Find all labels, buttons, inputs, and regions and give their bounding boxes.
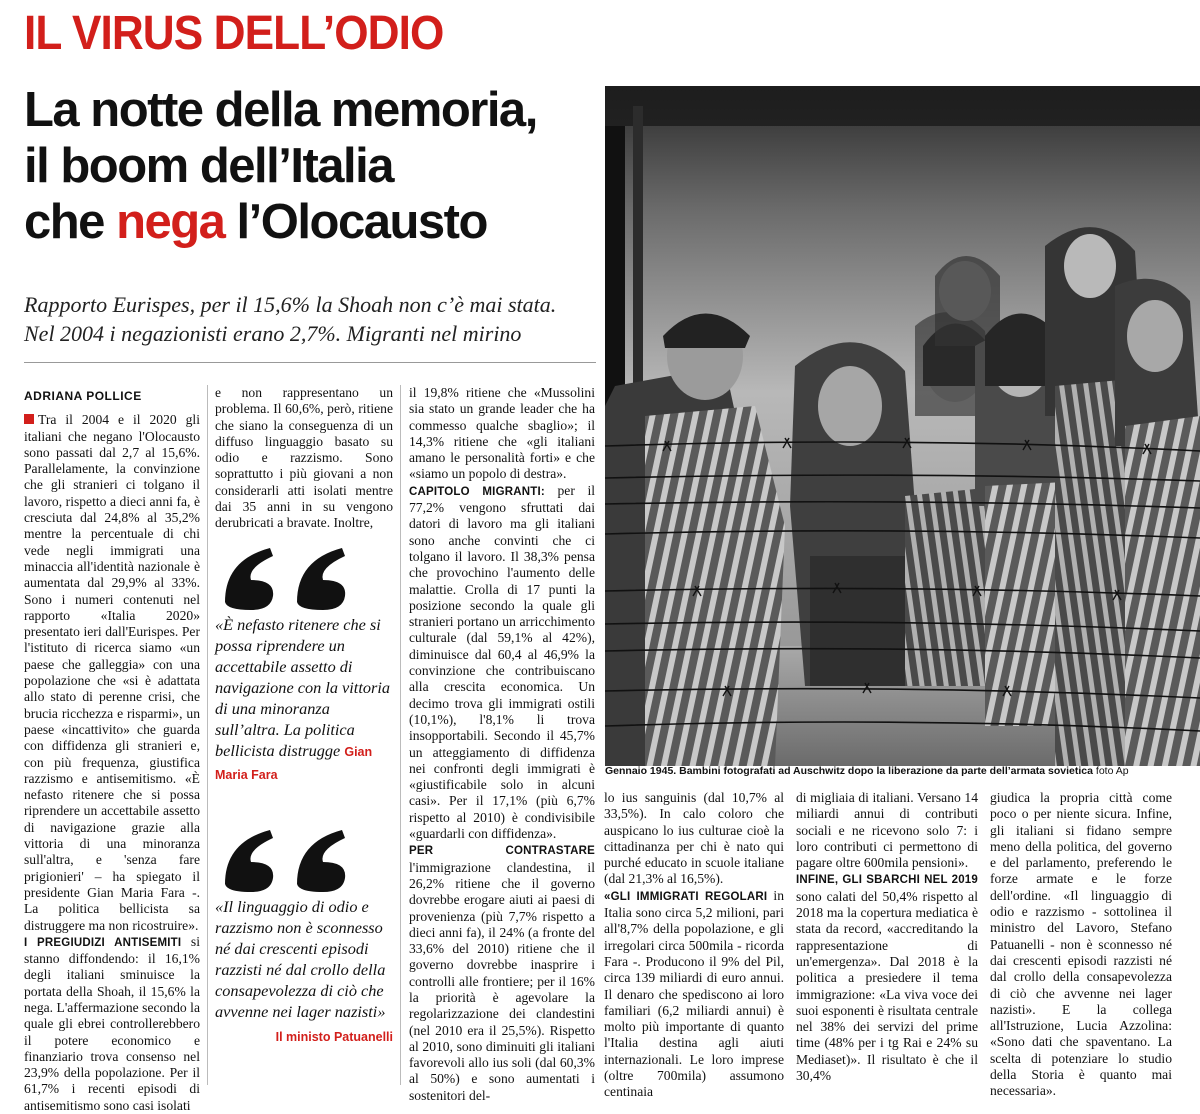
headline-line-3-post: l’Olocausto — [224, 195, 487, 249]
headline-line-2: il boom dell’Italia — [24, 139, 394, 193]
column-divider — [207, 385, 208, 1085]
article-column-5 — [796, 790, 978, 1084]
section-lead: INFINE, GLI SBARCHI NEL 2019 — [796, 874, 978, 887]
article-column-3 — [409, 385, 595, 1104]
article-paragraph: lo ius sanguinis (dal 10,7% al 33,5%). In calo coloro che auspicano lo ius culturae cioè la cittadinanza per chi è nato qui purché educato in scuole italiane (dal 21,3% al 16,5%). — [604, 790, 784, 887]
subheadline-line-1: Rapporto Eurispes, per il 15,6% la Shoah non c’è mai stata. — [24, 292, 557, 317]
column-divider — [400, 385, 401, 1085]
news-photo — [605, 86, 1200, 766]
kicker-title: IL VIRUS DELL’ODIO — [24, 7, 444, 60]
headline-line-3 — [24, 194, 604, 250]
pull-quote-1 — [215, 540, 393, 786]
article-paragraph — [409, 483, 595, 843]
article-paragraph-text: in Italia sono circa 5,2 milioni, pari all'8,7% della popolazione, e gli irregolari circa 500mila - ricorda Fara -. Producono il 9% del Pil, circa 139 miliardi di euro annui. Il denaro che spediscono ai loro familiari (6,2 miliardi annui) è molto più importante di quanto l'Italia destina agli aiuti internazionali. Le loro imprese (oltre 700mila) assumono centinaia — [604, 887, 784, 1100]
article-paragraph — [409, 842, 595, 1104]
byline: ADRIANA POLLICE — [24, 389, 142, 403]
section-lead: I PREGIUDIZI ANTISEMITI — [24, 936, 182, 949]
headline-line-3-pre: che — [24, 195, 117, 249]
quote-mark-icon — [215, 822, 365, 892]
headline-line-1: La notte della memoria, — [24, 83, 537, 137]
lead-marker-icon — [24, 414, 34, 424]
article-paragraph: il 19,8% ritiene che «Mussolini sia stato un grande leader che ha commesso qualche sbaglio»; il 14,3% ritiene che «gli italiani amano le personalità forti» e che «siamo un popolo di destra». — [409, 385, 595, 482]
pull-quote-author: Gian Maria Fara — [215, 745, 373, 782]
pull-quote-body: «È nefasto ritenere che si possa riprendere un accettabile assetto di navigazione con la vittoria di una minoranza sull’altra. La politica bellicista distrugge — [215, 615, 390, 760]
section-lead: PER CONTRASTARE — [409, 845, 595, 858]
pull-quote-text: «Il linguaggio di odio e razzismo non è sconnesso né dai crescenti episodi razzisti né dal crollo della consapevolezza di ciò che avvenne nei lager nazisti» — [215, 897, 386, 1021]
article-column-4 — [604, 790, 784, 1101]
photo-credit: foto Ap — [1092, 765, 1129, 777]
article-column-1 — [24, 388, 200, 1114]
pull-quote-author: Il ministo Patuanelli — [275, 1030, 393, 1044]
article-column-2 — [215, 385, 393, 532]
article-paragraph — [24, 934, 200, 1114]
article-paragraph: giudica la propria città come poco o per niente sicura. Infine, gli italiani si fidano sempre meno della politica, del governo e del parlamento, preferendo le forze armate e le forze dell'ordine. «Il linguaggio di odio e razzismo - sottolinea il ministro del Lavoro, Stefano Patuanelli - non è sconnesso né dai crescenti episodi razzisti né dal crollo della consapevolezza di ciò che avvenne nei lager nazisti». E la collega all'Istruzione, Lucia Azzolina: «Sono dati che spaventano. La scelta di potenziare lo studio della Storia è quanto mai necessaria». — [990, 790, 1172, 1099]
pull-quote-2 — [215, 822, 393, 1044]
article-paragraph: e non rappresentano un problema. Il 60,6%, però, ritiene che siano la conseguenza di un diffuso linguaggio basato su odio e razzismo. Sono soprattutto i più giovani a non considerarli atti isolati mentre dai 35 anni in su vengono derubricati a bravate. Inoltre, — [215, 385, 393, 531]
article-paragraph-text: Tra il 2004 e il 2020 gli italiani che negano l'Olocausto sono passati dal 2,7 al 15,6%. Parallelamente, la convinzione che gli stranieri ci tolgano il lavoro, rispetto a dieci anni fa, è cresciuta dal 24,8% al 35,2% mentre la percentuale di chi vede negli immigrati una minaccia all'identità nazionale è aumentata dal 29,9% al 33%. Sono i numeri contenuti nel rapporto «Italia 2020» presentato ieri dall'Eurispes. Per l'istituto di ricerca siamo «un paese che galleggia» con una popolazione che «si è adattata allo stato di perenne crisi, che brucia ricchezza e risparmi», un paese «incattivito» che guarda con diffidenza gli stranieri e, con più frequenza, giustifica razzismo e antisemitismo. «È nefasto ritenere che si possa riprendere un accettabile assetto di navigazione grazie alla vittoria di una minoranza sull'altra, e 'senza fare prigionieri' – ha spiegato il presidente Gian Maria Fara -. La politica bellicista sa distruggere ma non ricostruire». — [24, 412, 200, 933]
article-paragraph-text: per il 77,2% vengono sfruttati dai datori di lavoro ma gli italiani sono anche convinti che ci tolgano il lavoro. Il 38,3% pensa che provochino l'aumento delle malattie. Crolla di 17 punti la posizione secondo la quale gli stranieri portano un arricchimento culturale (dal 59,1% al 42%), diminuisce dal 60,4 al 46,9% la convinzione che contribuiscano alla crescita economica. Un decimo trova gli immigrati ostili (10,1%), l'8,1% li trova insopportabili. Secondo il 45,7% un atteggiamento di diffidenza nei confronti degli immigrati è «giustificabile solo in alcuni casi». Per il 17,1% (più 6,7% rispetto al 2010) è condivisibile «guardarli con diffidenza». — [409, 482, 595, 842]
article-paragraph-text: si stanno diffondendo: il 16,1% degli italiani sminuisce la portata della Shoah, il 15,6% la nega. L'affermazione secondo la quale gli ebrei controllerebbero il potere economico e finanziario trova consenso nel 23,9% della popolazione. Per il 61,7% i recenti episodi di antisemitismo sono casi isolati — [24, 933, 200, 1113]
headline — [24, 82, 604, 250]
article-paragraph-text: l'immigrazione clandestina, il 26,2% ritiene che il governo dovrebbe erogare aiuti ai paesi di provenienza (più 7,7% rispetto a dieci anni fa), il 24% (a fronte del 33,6% del 2010) ritiene che il governo dovrebbe inasprire i controlli alle frontiere; per il 16% la priorità è agevolare la regolarizzazione dei clandestini (nel 2010 era il 25,5%). Rispetto al 2010, sono diminuiti gli italiani favorevoli allo ius soli (dal 60,3% al 50%) e sono aumentati i sostenitori del- — [409, 859, 595, 1103]
header-divider — [24, 362, 596, 363]
subheadline-line-2: Nel 2004 i negazionisti erano 2,7%. Migranti nel mirino — [24, 321, 522, 346]
photo-caption — [605, 764, 1200, 778]
quote-mark-icon — [215, 540, 365, 610]
section-lead: CAPITOLO MIGRANTI: — [409, 485, 545, 498]
article-paragraph: di migliaia di italiani. Versano 14 miliardi annui di contributi sociali e ne ricevono solo 7: i loro contributi ci permettono di pagare oltre 600mila pensioni». — [796, 790, 978, 871]
section-lead: «GLI IMMIGRATI REGOLARI — [604, 890, 768, 903]
article-paragraph — [796, 871, 978, 1084]
subheadline — [24, 290, 604, 348]
pull-quote-text — [215, 614, 393, 786]
article-column-6 — [990, 790, 1172, 1100]
article-paragraph-text: sono calati del 50,4% rispetto al 2018 ma la copertura mediatica è stata da record, «accreditando la rappresentazione di un'emergenza». Dal 2018 è la politica a presiedere il tema immigrazione: «La viva voce dei suoi esponenti è risultata centrale nel 38% dei servizi del prime time (48% per i tg Rai e 24% su Mediaset)». Il risultato è che il 30,4% — [796, 888, 978, 1084]
article-paragraph — [24, 412, 200, 934]
headline-highlight-word: nega — [116, 195, 225, 249]
article-paragraph — [604, 888, 784, 1101]
photo-caption-text: Gennaio 1945. Bambini fotografati ad Auschwitz dopo la liberazione da parte dell’armata sovietica — [605, 765, 1093, 777]
